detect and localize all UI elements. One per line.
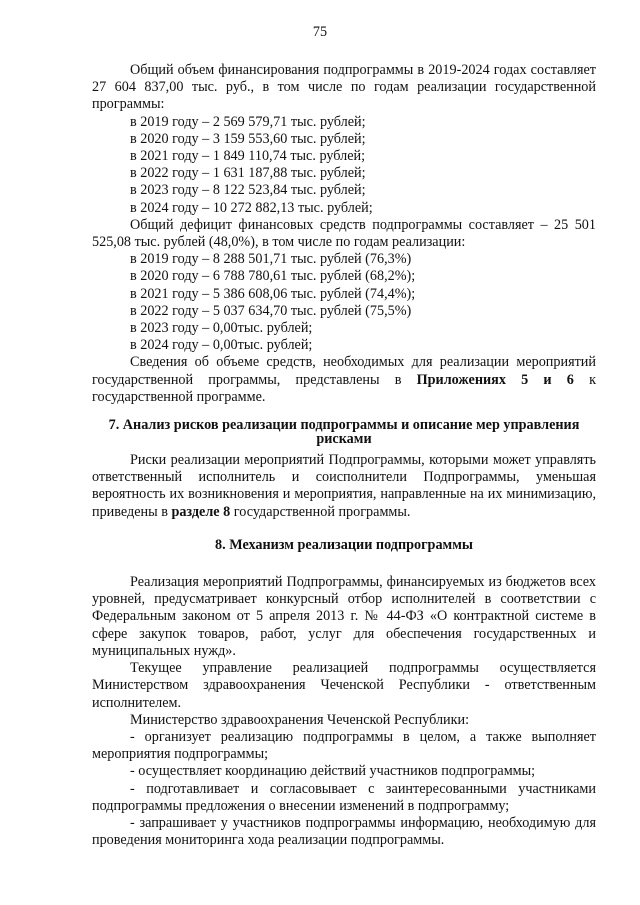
section-7-heading: 7. Анализ рисков реализации подпрограммы и описание мер управления рисками bbox=[108, 417, 580, 448]
risks-text-before: Риски реализации мероприятий Подпрограммы, которыми может управлять ответственный исполнитель и соисполнители Подпрограммы, уменьшая вероятность их возникновения и мероприятия, направленные на их минимизацию, приведены в bbox=[92, 452, 596, 520]
ministry-paragraph: Министерство здравоохранения Чеченской Республики: bbox=[130, 711, 470, 728]
section-reference: разделе 8 bbox=[171, 503, 231, 520]
ministry-duty-item: - осуществляет координацию действий участников подпрограммы; bbox=[130, 763, 536, 780]
deficit-year-item: в 2023 году – 0,00тыс. рублей; bbox=[130, 320, 313, 337]
deficit-year-item: в 2022 году – 5 037 634,70 тыс. рублей (75,5%) bbox=[130, 302, 412, 319]
funding-year-item: в 2020 году – 3 159 553,60 тыс. рублей; bbox=[130, 130, 366, 147]
risks-text-after: государственной программы. bbox=[230, 503, 411, 520]
appendix-reference: Приложениях 5 и 6 bbox=[416, 371, 574, 388]
deficit-paragraph: Общий дефицит финансовых средств подпрограммы составляет – 25 501 525,08 тыс. рублей (48,0%), в том числе по годам реализации: bbox=[92, 216, 596, 251]
funding-total-paragraph: Общий объем финансирования подпрограммы в 2019-2024 годах составляет 27 604 837,00 тыс. руб., в том числе по годам реализации государственной программы: bbox=[92, 62, 596, 113]
page-content bbox=[92, 62, 596, 849]
management-paragraph: Текущее управление реализацией подпрограммы осуществляется Министерством здравоохранения Чеченской Республики - ответственным исполнителем. bbox=[92, 660, 596, 711]
risks-paragraph bbox=[92, 452, 596, 521]
mechanism-paragraph: Реализация мероприятий Подпрограммы, финансируемых из бюджетов всех уровней, предусматривает конкурсный отбор исполнителей в соответствии с Федеральным законом от 5 апреля 2013 г. № 44-ФЗ «О контрактной системе в сфере закупок товаров, работ, услуг для обеспечения государственных и муниципальных нужд». bbox=[92, 574, 596, 659]
section-8-heading: 8. Механизм реализации подпрограммы bbox=[215, 536, 473, 553]
ministry-duty-item: - подготавливает и согласовывает с заинтересованными участниками подпрограммы предложения о внесении изменений в подпрограмму; bbox=[92, 780, 596, 814]
appendix-text-after: к государственной программе. bbox=[92, 371, 596, 405]
funding-year-item: в 2023 году – 8 122 523,84 тыс. рублей; bbox=[130, 182, 366, 199]
appendix-reference-paragraph bbox=[92, 354, 596, 406]
deficit-year-item: в 2019 году – 8 288 501,71 тыс. рублей (76,3%) bbox=[130, 251, 412, 268]
funding-year-item: в 2022 году – 1 631 187,88 тыс. рублей; bbox=[130, 165, 366, 182]
deficit-year-item: в 2021 году – 5 386 608,06 тыс. рублей (74,4%); bbox=[130, 285, 416, 302]
page-number: 75 bbox=[312, 24, 328, 40]
ministry-duty-item: - запрашивает у участников подпрограммы информацию, необходимую для проведения мониторинга хода реализации подпрограммы. bbox=[92, 814, 596, 849]
ministry-duty-item: - организует реализацию подпрограммы в целом, а также выполняет мероприятия подпрограммы; bbox=[92, 728, 596, 763]
appendix-text-before: Сведения об объеме средств, необходимых для реализации мероприятий государственной программы, представлены в bbox=[92, 354, 596, 388]
funding-year-item: в 2019 году – 2 569 579,71 тыс. рублей; bbox=[130, 113, 366, 130]
deficit-year-item: в 2024 году – 0,00тыс. рублей; bbox=[130, 337, 313, 354]
deficit-year-item: в 2020 году – 6 788 780,61 тыс. рублей (68,2%); bbox=[130, 268, 416, 285]
funding-year-item: в 2024 году – 10 272 882,13 тыс. рублей; bbox=[130, 199, 373, 216]
funding-year-item: в 2021 году – 1 849 110,74 тыс. рублей; bbox=[130, 148, 366, 165]
